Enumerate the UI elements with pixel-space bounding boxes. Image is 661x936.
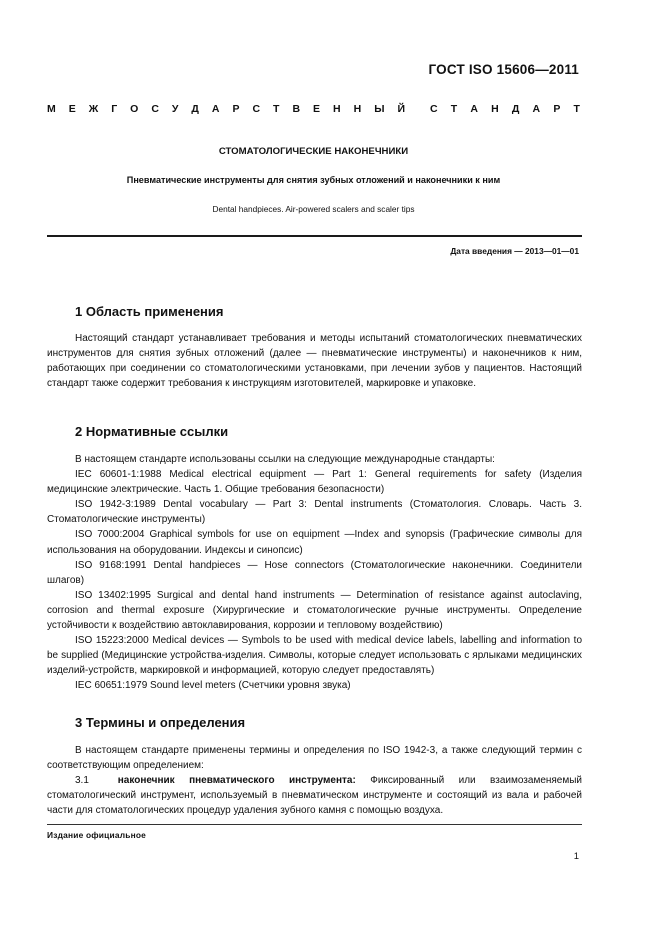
document-title-english: Dental handpieces. Air-powered scalers and scaler tips (212, 204, 415, 214)
reference-item: IEC 60601-1:1988 Medical electrical equipment — Part 1: General requirements for safety (Изделия медицинские электрические. Часть 1. Общие требования безопасности) (47, 469, 582, 496)
section-2-intro: В настоящем стандарте использованы ссылки на следующие международные стандарты: (75, 454, 495, 465)
term-definition (47, 773, 582, 818)
term-name: наконечник пневматического инструмента: (117, 775, 356, 787)
heading-letter: О (130, 103, 139, 115)
standard-type-word-2 (430, 103, 580, 115)
header-divider (47, 235, 582, 237)
heading-letter: С (151, 103, 159, 115)
section-3-intro: В настоящем стандарте применены термины и определения по ISO 1942-3, а также следующий термин с соответствующим определением: (47, 745, 582, 772)
heading-letter: А (211, 103, 220, 115)
heading-letter: С (252, 103, 261, 115)
edition-note: Издание официальное (47, 830, 146, 840)
heading-letter: У (171, 103, 179, 115)
heading-letter: С (430, 103, 438, 115)
term-number: 3.1 (75, 775, 89, 787)
heading-letter: Г (111, 103, 118, 115)
heading-letter: Т (573, 103, 580, 115)
heading-letter: Ы (374, 103, 385, 115)
heading-letter: Е (68, 103, 76, 115)
section-1-heading: 1 Область применения (75, 304, 224, 319)
section-2-heading: 2 Нормативные ссылки (75, 424, 229, 439)
heading-letter: А (532, 103, 541, 115)
heading-letter: Н (333, 103, 341, 115)
document-code: ГОСТ ISO 15606—2011 (428, 62, 579, 77)
heading-letter: Р (232, 103, 240, 115)
section-3-heading: 3 Термины и определения (75, 715, 246, 730)
footer-divider (47, 824, 582, 825)
reference-item: ISO 1942-3:1989 Dental vocabulary — Part 3: Dental instruments (Стоматология. Словарь. Часть 3. Стоматологические инструменты) (47, 499, 582, 526)
heading-letter: Н (491, 103, 499, 115)
section-3-body (47, 743, 582, 818)
document-title: СТОМАТОЛОГИЧЕСКИЕ НАКОНЕЧНИКИ (218, 146, 409, 157)
heading-letter: Й (397, 103, 405, 115)
heading-letter: Ж (88, 103, 99, 115)
document-subtitle: Пневматические инструменты для снятия зубных отложений и наконечники к ним (126, 175, 501, 185)
term-definition-text: Фиксированный или взаимозаменяемый стоматологический инструмент, используемый в пневматическом инструменте и состоящий из вала и рабочей части для стоматологических процедур удаления зубного камня с помощью воздуха. (47, 775, 583, 817)
heading-letter: М (47, 103, 56, 115)
heading-letter: Д (511, 103, 520, 115)
heading-letter: Р (553, 103, 561, 115)
heading-letter: Е (313, 103, 321, 115)
heading-letter: Т (450, 103, 458, 115)
introduction-date: Дата введения — 2013—01—01 (450, 246, 579, 256)
reference-item: IEC 60651:1979 Sound level meters (Счетчики уровня звука) (75, 680, 351, 692)
heading-letter: Д (191, 103, 199, 115)
section-1-paragraph: Настоящий стандарт устанавливает требования и методы испытаний стоматологических пневматических инструментов для снятия зубных отложений (далее — пневматические инструменты) и наконечников к ним, работающих при соединении со стоматологическими установками, при лечении зубов у пациентов. Настоящий стандарт также содержит требования к инструкциям изготовителей, маркировке и упаковке. (47, 333, 582, 390)
standard-type-word-1 (47, 103, 405, 115)
page-number: 1 (573, 851, 579, 862)
section-1-body (47, 331, 582, 391)
standard-type-heading (47, 103, 580, 115)
reference-item: ISO 13402:1995 Surgical and dental hand instruments — Determination of resistance against autoclaving, corrosion and thermal exposure (Хирургические и стоматологические ручные инструменты. Определение устойчивости к воздействию автоклавирования, коррозии и тепловому воздействию) (47, 589, 582, 632)
reference-item: ISO 15223:2000 Medical devices — Symbols to be used with medical device labels, labelling and information to be supplied (Медицинские устройства-изделия. Символы, которые следует использовать с ярлыками медицинских изделий-устройств, маркировкой и информацией, которую следует предоставлять) (47, 635, 582, 677)
reference-item: ISO 9168:1991 Dental handpieces — Hose connectors (Стоматологические наконечники. Соединители шлагов) (47, 559, 582, 586)
heading-letter: Н (353, 103, 362, 115)
heading-letter: Т (273, 103, 280, 115)
section-2-body (47, 452, 582, 694)
heading-letter: В (292, 103, 301, 115)
heading-letter: А (470, 103, 478, 115)
reference-item: ISO 7000:2004 Graphical symbols for use on equipment —Index and synopsis (Графические символы для использования на оборудовании. Индексы и синопсис) (47, 529, 582, 556)
